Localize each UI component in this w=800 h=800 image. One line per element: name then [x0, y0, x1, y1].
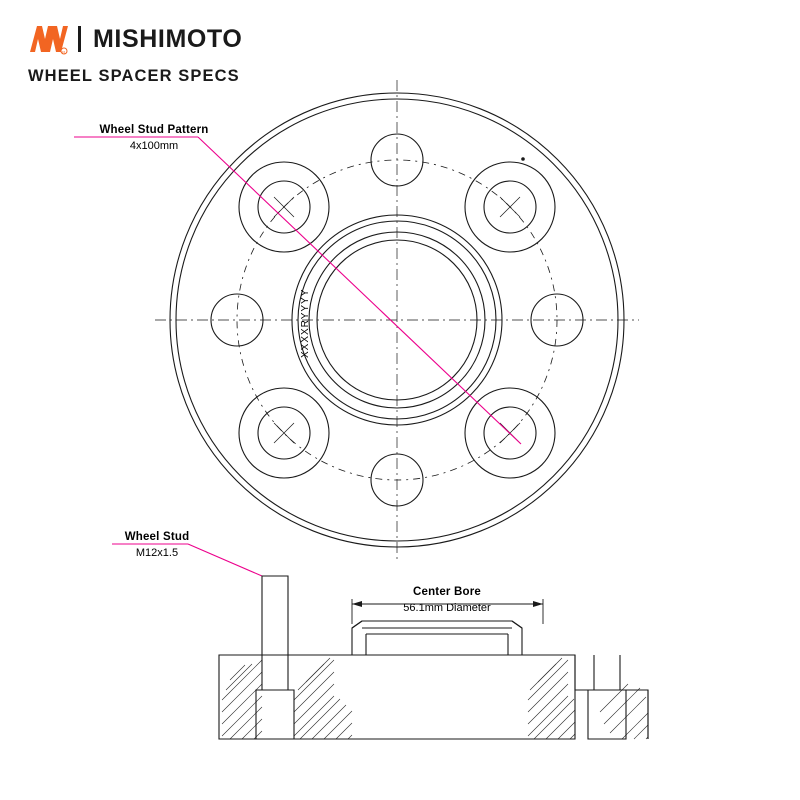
callout-value: 56.1mm Diameter [403, 602, 491, 614]
engraved-part-number: XXXXRYYYY [300, 288, 311, 358]
callout-title: Center Bore [412, 586, 482, 598]
spacer-body-outline [219, 655, 575, 739]
chamfer-left [352, 621, 362, 628]
callout-title: Wheel Stud [124, 531, 190, 543]
page-title: WHEEL SPACER SPECS [28, 67, 240, 85]
chamfer-right [512, 621, 522, 628]
centerlines [155, 80, 639, 560]
callout-value: 4x100mm [129, 140, 179, 152]
callout-value: M12x1.5 [135, 547, 179, 559]
leader-lines [74, 137, 521, 576]
hub-boss-profile [352, 621, 522, 655]
svg-text:R: R [62, 49, 66, 55]
wheel-stud-shank [262, 576, 288, 655]
detail-dot [521, 157, 525, 161]
stud-head-right [588, 690, 626, 739]
section-hatching [222, 658, 648, 739]
callout-wheel-stud-pattern [74, 124, 234, 152]
right-flange-step [575, 655, 648, 739]
callout-title: Wheel Stud Pattern [99, 124, 209, 136]
callout-center-bore [352, 586, 542, 614]
callout-wheel-stud [92, 531, 222, 559]
brand-name: MISHIMOTO [93, 24, 243, 53]
